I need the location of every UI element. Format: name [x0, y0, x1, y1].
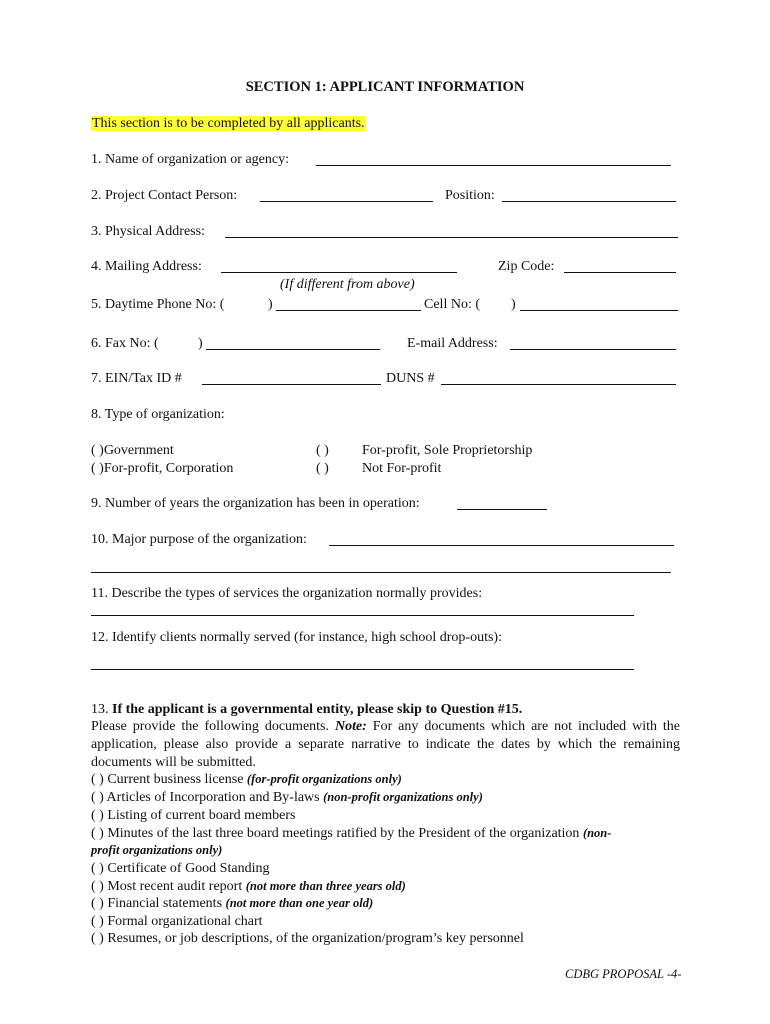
- q7-ein-line[interactable]: [202, 384, 381, 385]
- doc-item-text: ( ) Formal organizational chart: [91, 914, 263, 929]
- q6-email-label: E-mail Address:: [407, 336, 498, 351]
- q4-zip-line[interactable]: [564, 272, 676, 273]
- q3-answer-line[interactable]: [225, 237, 678, 238]
- org-type-nfp-label: Not For-profit: [362, 461, 442, 476]
- q6-fax-close: ): [198, 336, 203, 351]
- q2-contact-label: 2. Project Contact Person:: [91, 188, 238, 203]
- doc-item-text: ( ) Current business license: [91, 772, 244, 787]
- doc-item-text: ( ) Financial statements: [91, 896, 223, 911]
- doc-item-resumes[interactable]: [91, 930, 524, 947]
- q9-label: 9. Number of years the organization has been in operation:: [91, 496, 420, 511]
- doc-item-note: (not more than one year old): [225, 896, 374, 910]
- q13-para-rest: For any documents which are not included with the application, please also provide a separate narrative to indicate the dates by which the remaining documents will be submitted.: [91, 719, 681, 770]
- doc-item-financial-statements[interactable]: [91, 895, 373, 912]
- org-type-nfp-checkbox[interactable]: ( ): [316, 461, 329, 476]
- q5-phone-line[interactable]: [276, 310, 421, 311]
- q10-answer-line-2[interactable]: [91, 572, 671, 573]
- q12-label: 12. Identify clients normally served (for instance, high school drop-outs):: [91, 630, 502, 645]
- q7-duns-line[interactable]: [441, 384, 676, 385]
- q6-fax-label: 6. Fax No: (: [91, 336, 159, 351]
- doc-item-audit-report[interactable]: [91, 878, 406, 895]
- q2-contact-line[interactable]: [260, 201, 433, 202]
- q13-paragraph: [91, 718, 680, 772]
- doc-item-note: (non-profit organizations only): [323, 790, 483, 804]
- q10-answer-line-1[interactable]: [329, 545, 674, 546]
- q7-duns-label: DUNS #: [386, 371, 435, 386]
- doc-item-note: (for-profit organizations only): [246, 772, 402, 786]
- q3-label: 3. Physical Address:: [91, 224, 205, 239]
- doc-item-board-members[interactable]: [91, 807, 296, 824]
- q12-answer-line[interactable]: [91, 669, 634, 670]
- doc-item-note: (not more than three years old): [245, 879, 406, 893]
- q2-position-label: Position:: [445, 188, 495, 203]
- q7-ein-label: 7. EIN/Tax ID #: [91, 371, 182, 386]
- q13-bold-instruction: If the applicant is a governmental entity, please skip to Question #15.: [112, 702, 523, 717]
- org-type-sole-label: For-profit, Sole Proprietorship: [362, 443, 533, 458]
- doc-item-text: ( ) Most recent audit report: [91, 879, 243, 894]
- doc-item-text: ( ) Resumes, or job descriptions, of the organization/program’s key personnel: [91, 931, 524, 946]
- section-title: SECTION 1: APPLICANT INFORMATION: [245, 79, 525, 95]
- doc-item-good-standing[interactable]: [91, 860, 269, 877]
- doc-item-text: ( ) Certificate of Good Standing: [91, 861, 270, 876]
- doc-item-note: profit organizations only): [91, 843, 223, 857]
- q5-phone-label: 5. Daytime Phone No: (: [91, 297, 225, 312]
- q13-note-label: Note:: [334, 719, 367, 734]
- q5-cell-label: Cell No: (: [424, 297, 480, 312]
- q1-label: 1. Name of organization or agency:: [91, 152, 290, 167]
- q4-zip-label: Zip Code:: [498, 259, 555, 274]
- q6-fax-line[interactable]: [206, 349, 380, 350]
- q2-position-line[interactable]: [502, 201, 676, 202]
- doc-item-business-license[interactable]: [91, 771, 402, 788]
- q9-answer-line[interactable]: [457, 509, 547, 510]
- doc-item-org-chart[interactable]: [91, 913, 263, 930]
- q4-mailing-label: 4. Mailing Address:: [91, 259, 202, 274]
- doc-item-text: ( ) Listing of current board members: [91, 808, 296, 823]
- q10-label: 10. Major purpose of the organization:: [91, 532, 307, 547]
- q11-label: 11. Describe the types of services the organization normally provides:: [91, 586, 483, 601]
- q6-email-line[interactable]: [510, 349, 676, 350]
- q8-label: 8. Type of organization:: [91, 407, 225, 422]
- doc-item-articles[interactable]: [91, 789, 483, 806]
- org-type-government[interactable]: ( )Government: [91, 443, 174, 458]
- org-type-forprofit-corp[interactable]: ( )For-profit, Corporation: [91, 461, 234, 476]
- q5-cell-line[interactable]: [520, 310, 678, 311]
- q13-heading: [91, 701, 522, 718]
- org-type-sole-checkbox[interactable]: ( ): [316, 443, 329, 458]
- doc-item-text: ( ) Minutes of the last three board meetings ratified by the President of the organization: [91, 826, 580, 841]
- page-footer: CDBG PROPOSAL -4-: [565, 967, 682, 981]
- q11-answer-line[interactable]: [91, 615, 634, 616]
- q13-para-start: Please provide the following documents.: [91, 719, 329, 734]
- q13-number: 13.: [91, 702, 109, 717]
- q5-cell-close: ): [511, 297, 516, 312]
- instruction-text: This section is to be completed by all applicants.: [92, 116, 365, 131]
- doc-item-note: (non-: [582, 826, 612, 840]
- q1-answer-line[interactable]: [316, 165, 671, 166]
- doc-item-minutes[interactable]: [91, 825, 611, 842]
- q4-note: (If different from above): [280, 277, 415, 292]
- instruction-highlight: [91, 115, 366, 132]
- q4-mailing-line[interactable]: [221, 272, 457, 273]
- doc-item-text: ( ) Articles of Incorporation and By-laws: [91, 790, 320, 805]
- q5-phone-close: ): [268, 297, 273, 312]
- doc-item-minutes-cont: [91, 842, 222, 859]
